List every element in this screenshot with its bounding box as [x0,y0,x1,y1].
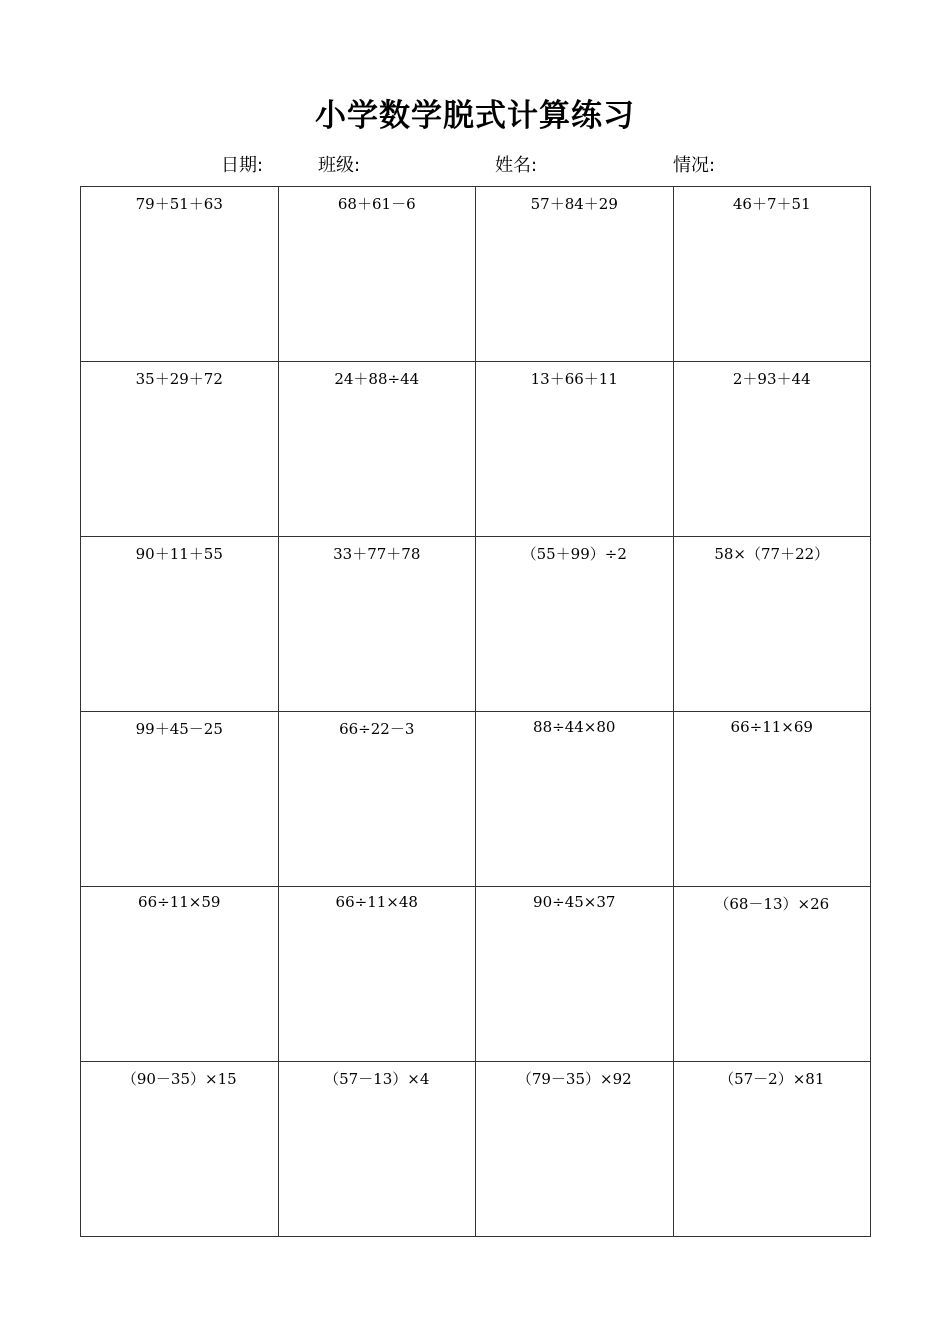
problem-expression: 2＋93＋44 [732,370,811,388]
date-label: 日期: [221,155,264,176]
problem-expression: （57－2）×81 [719,1070,825,1088]
problem-cell[interactable] [476,537,674,712]
problem-expression: 58×（77＋22） [714,545,830,563]
class-label: 班级: [318,155,361,176]
problem-cell[interactable] [279,887,477,1062]
problem-expression: 66÷22－3 [339,720,415,738]
problem-expression: 66÷11×59 [138,893,221,911]
problem-cell[interactable] [279,1062,477,1237]
name-label: 姓名: [495,155,538,176]
problem-cell[interactable] [476,362,674,537]
problem-cell[interactable] [279,712,477,887]
page-title: 小学数学脱式计算练习 [315,98,635,134]
problem-expression: 90＋11＋55 [135,545,223,563]
problem-cell[interactable] [476,187,674,362]
problem-cell[interactable] [674,1062,872,1237]
problem-cell[interactable] [279,362,477,537]
problem-expression: 24＋88÷44 [334,370,420,388]
problem-cell[interactable] [81,537,279,712]
problem-cell[interactable] [674,187,872,362]
problem-cell[interactable] [476,887,674,1062]
problem-cell[interactable] [279,187,477,362]
problem-cell[interactable] [476,712,674,887]
problem-cell[interactable] [279,537,477,712]
problem-expression: （55＋99）÷2 [521,545,627,563]
problem-expression: 57＋84＋29 [530,195,618,213]
problem-cell[interactable] [81,187,279,362]
problem-expression: 99＋45－25 [135,720,223,738]
problem-cell[interactable] [81,1062,279,1237]
problem-expression: 88÷44×80 [533,718,616,736]
problem-expression: 66÷11×69 [730,718,813,736]
problem-expression: （68－13）×26 [714,895,830,913]
problem-cell[interactable] [81,887,279,1062]
problem-cell[interactable] [81,362,279,537]
problem-expression: （57－13）×4 [324,1070,430,1088]
problem-expression: 79＋51＋63 [135,195,223,213]
problem-expression: 13＋66＋11 [530,370,618,388]
problem-cell[interactable] [674,362,872,537]
problem-expression: （90－35）×15 [121,1070,237,1088]
problem-expression: 46＋7＋51 [732,195,811,213]
status-label: 情况: [673,155,716,176]
problem-expression: （79－35）×92 [516,1070,632,1088]
problem-cell[interactable] [674,887,872,1062]
problem-grid [80,186,871,1237]
problem-expression: 66÷11×48 [335,893,418,911]
problem-expression: 68＋61－6 [337,195,416,213]
problem-expression: 90÷45×37 [533,893,616,911]
problem-expression: 33＋77＋78 [333,545,421,563]
problem-cell[interactable] [476,1062,674,1237]
problem-cell[interactable] [674,537,872,712]
problem-cell[interactable] [81,712,279,887]
problem-cell[interactable] [674,712,872,887]
problem-expression: 35＋29＋72 [135,370,223,388]
